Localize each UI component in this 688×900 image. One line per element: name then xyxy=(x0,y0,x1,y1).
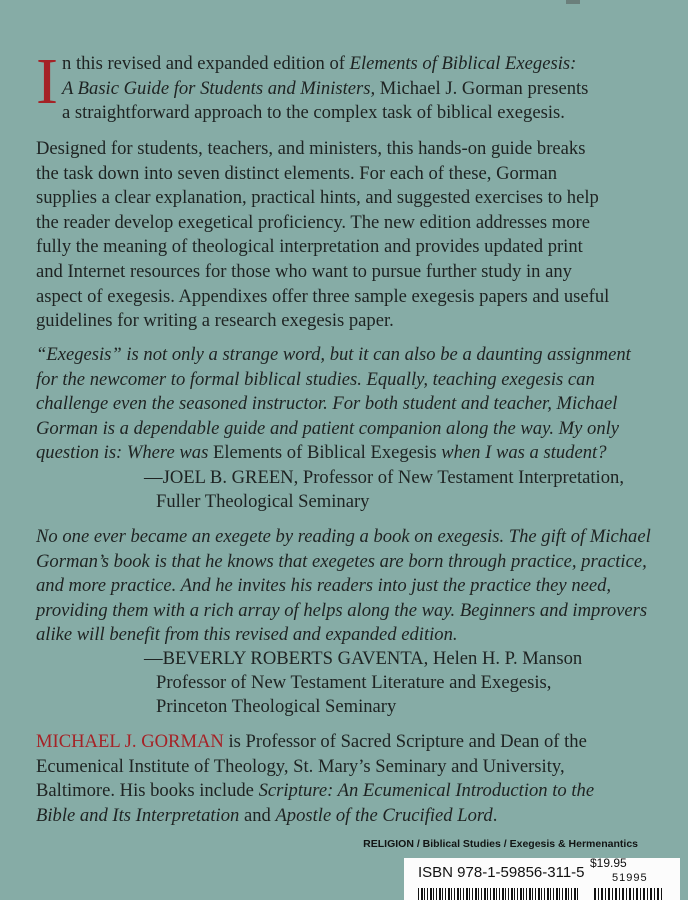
bio-line-4: Bible and Its Interpretation and Apostle of the Crucified Lord. xyxy=(36,804,498,826)
description-line: aspect of exegesis. Appendixes offer three sample exegesis papers and useful xyxy=(36,285,610,307)
quote-line: Gorman’s book is that he knows that exegetes are born through practice, practice, xyxy=(36,550,647,572)
intro-line-1: n this revised and expanded edition of Elements of Biblical Exegesis: xyxy=(62,53,577,74)
description-line: the reader develop exegetical proficiency. The new edition addresses more xyxy=(36,211,590,233)
scan-mark xyxy=(566,0,580,4)
description-paragraph xyxy=(36,137,652,334)
intro-paragraph xyxy=(62,52,652,126)
price-code: 51995 xyxy=(612,872,648,884)
quote-line: and more practice. And he invites his readers into just the practice they need, xyxy=(36,575,612,597)
author-name: MICHAEL J. GORMAN xyxy=(36,731,224,752)
quote-line: providing them with a rich array of helps along the way. Beginners and improvers xyxy=(36,599,648,621)
quote-2-attribution: —BEVERLY ROBERTS GAVENTA, Helen H. P. Manson xyxy=(144,648,583,669)
barcode-icon xyxy=(418,888,580,900)
quote-line: question is: Where was Elements of Biblical Exegesis when I was a student? xyxy=(36,442,607,464)
bio-line-1: MICHAEL J. GORMAN is Professor of Sacred Scripture and Dean of the xyxy=(36,731,587,752)
description-line: supplies a clear explanation, practical hints, and suggested exercises to help xyxy=(36,187,599,209)
quote-line: Gorman is a dependable guide and patient companion along the way. My only xyxy=(36,417,620,439)
quote-line: for the newcomer to formal biblical studies. Equally, teaching exegesis can xyxy=(36,368,595,390)
description-line: and Internet resources for those who want to pursue further study in any xyxy=(36,260,572,282)
description-line: the task down into seven distinct elements. For each of these, Gorman xyxy=(36,162,558,184)
intro-line-2: A Basic Guide for Students and Ministers, Michael J. Gorman presents xyxy=(62,77,589,99)
description-line: Designed for students, teachers, and ministers, this hands-on guide breaks xyxy=(36,138,586,159)
quote-line: challenge even the seasoned instructor. For both student and teacher, Michael xyxy=(36,393,618,415)
bio-line-2: Ecumenical Institute of Theology, St. Mary’s Seminary and University, xyxy=(36,755,565,777)
price-text: $19.95 xyxy=(590,856,627,870)
quote-line: alike will benefit from this revised and expanded edition. xyxy=(36,624,458,646)
intro-line-3: a straightforward approach to the complex task of biblical exegesis. xyxy=(62,102,565,124)
drop-cap: I xyxy=(36,45,58,118)
quote-1-attribution: —JOEL B. GREEN, Professor of New Testament Interpretation, xyxy=(144,467,624,488)
description-line: fully the meaning of theological interpretation and provides updated print xyxy=(36,236,583,258)
isbn-text: ISBN 978-1-59856-311-5 xyxy=(418,864,585,881)
quote-2-affiliation-2: Princeton Theological Seminary xyxy=(156,696,397,717)
endorsement-quote-2 xyxy=(36,525,652,648)
price-barcode-icon xyxy=(594,888,664,900)
quote-2-affiliation-1: Professor of New Testament Literature and Exegesis, xyxy=(156,672,552,693)
author-bio xyxy=(36,730,652,828)
category-label: RELIGION / Biblical Studies / Exegesis & Hermenantics xyxy=(363,838,638,850)
description-line: guidelines for writing a research exegesis paper. xyxy=(36,310,394,332)
quote-line: “Exegesis” is not only a strange word, but it can also be a daunting assignment xyxy=(36,344,631,365)
quote-line: No one ever became an exegete by reading a book on exegesis. The gift of Michael xyxy=(36,526,651,547)
bio-line-3: Baltimore. His books include Scripture: An Ecumenical Introduction to the xyxy=(36,780,595,802)
endorsement-quote-1 xyxy=(36,343,652,466)
barcode-box xyxy=(404,858,680,900)
quote-1-affiliation: Fuller Theological Seminary xyxy=(156,491,370,512)
